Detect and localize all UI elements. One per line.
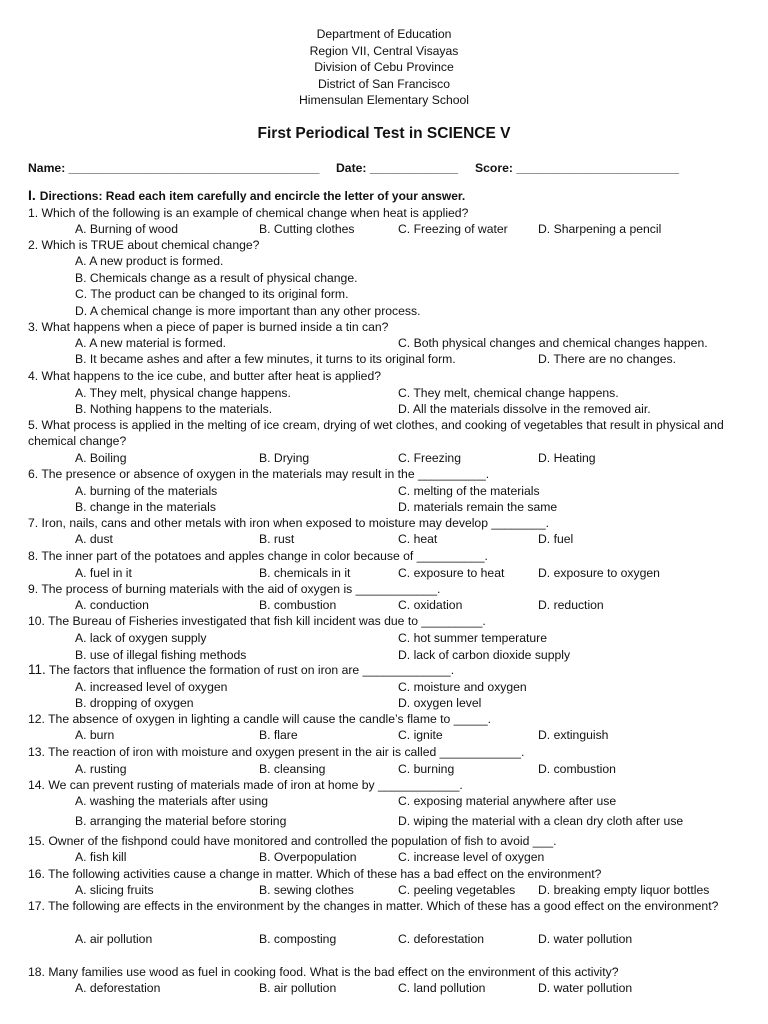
- q17-option-b[interactable]: B. composting: [259, 932, 337, 946]
- q10-option-c[interactable]: C. hot summer temperature: [398, 631, 548, 645]
- question-4: 4. What happens to the ice cube, and butter after heat is applied?: [28, 369, 381, 383]
- q7-option-c[interactable]: C. heat: [398, 532, 438, 546]
- question-8: 8. The inner part of the potatoes and apples change in color because of __________.: [28, 549, 488, 563]
- q6-option-c[interactable]: C. melting of the materials: [398, 484, 540, 498]
- q2-option-b[interactable]: B. Chemicals change as a result of physical change.: [75, 271, 358, 285]
- q13-option-b[interactable]: B. cleansing: [259, 762, 326, 776]
- q12-option-d[interactable]: D. extinguish: [538, 728, 609, 742]
- question-3: 3. What happens when a piece of paper is burned inside a tin can?: [28, 320, 389, 334]
- q2-option-d[interactable]: D. A chemical change is more important than any other process.: [75, 304, 421, 318]
- q15-option-b[interactable]: B. Overpopulation: [259, 850, 357, 864]
- q17-option-d[interactable]: D. water pollution: [538, 932, 633, 946]
- q8-option-a[interactable]: A. fuel in it: [75, 566, 132, 580]
- q3-option-b[interactable]: B. It became ashes and after a few minutes, it turns to its original form.: [75, 352, 456, 366]
- q18-option-a[interactable]: A. deforestation: [75, 981, 161, 995]
- q16-option-a[interactable]: A. slicing fruits: [75, 883, 154, 897]
- question-13: 13. The reaction of iron with moisture and oxygen present in the air is called ____________.: [28, 745, 525, 759]
- q14-option-d[interactable]: D. wiping the material with a clean dry cloth after use: [398, 814, 684, 828]
- score-field[interactable]: Score: ________________________: [475, 161, 679, 175]
- question-14: 14. We can prevent rusting of materials made of iron at home by ____________.: [28, 778, 463, 792]
- directions: [28, 187, 465, 203]
- q8-option-c[interactable]: C. exposure to heat: [398, 566, 505, 580]
- question-11: [28, 662, 454, 678]
- q12-option-c[interactable]: C. ignite: [398, 728, 443, 742]
- q17-option-c[interactable]: C. deforestation: [398, 932, 485, 946]
- q7-option-d[interactable]: D. fuel: [538, 532, 574, 546]
- q4-option-d[interactable]: D. All the materials dissolve in the removed air.: [398, 402, 651, 416]
- question-16: 16. The following activities cause a change in matter. Which of these has a bad effect on the environment?: [28, 867, 602, 881]
- q6-option-d[interactable]: D. materials remain the same: [398, 500, 558, 514]
- q5-option-b[interactable]: B. Drying: [259, 451, 310, 465]
- q3-option-c[interactable]: C. Both physical changes and chemical changes happen.: [398, 336, 708, 350]
- q7-option-b[interactable]: B. rust: [259, 532, 295, 546]
- test-title: First Periodical Test in SCIENCE V: [257, 125, 511, 142]
- q16-option-b[interactable]: B. sewing clothes: [259, 883, 354, 897]
- q5-option-d[interactable]: D. Heating: [538, 451, 596, 465]
- q15-option-a[interactable]: A. fish kill: [75, 850, 127, 864]
- question-15: 15. Owner of the fishpond could have monitored and controlled the population of fish to avoid ___.: [28, 834, 557, 848]
- q8-option-d[interactable]: D. exposure to oxygen: [538, 566, 660, 580]
- header-line-department: Department of Education: [316, 27, 452, 41]
- q13-option-c[interactable]: C. burning: [398, 762, 455, 776]
- q4-option-c[interactable]: C. They melt, chemical change happens.: [398, 386, 619, 400]
- q18-option-b[interactable]: B. air pollution: [259, 981, 337, 995]
- q4-option-a[interactable]: A. They melt, physical change happens.: [75, 386, 291, 400]
- q10-option-d[interactable]: D. lack of carbon dioxide supply: [398, 648, 571, 662]
- q3-option-a[interactable]: A. A new material is formed.: [75, 336, 227, 350]
- q7-option-a[interactable]: A. dust: [75, 532, 113, 546]
- q11-option-a[interactable]: A. increased level of oxygen: [75, 680, 228, 694]
- q1-option-a[interactable]: A. Burning of wood: [75, 222, 178, 236]
- school-header: [0, 26, 768, 109]
- header-line-school: Himensulan Elementary School: [298, 93, 470, 107]
- q15-option-c[interactable]: C. increase level of oxygen: [398, 850, 545, 864]
- q2-option-c[interactable]: C. The product can be changed to its original form.: [75, 287, 349, 301]
- q14-option-c[interactable]: C. exposing material anywhere after use: [398, 794, 617, 808]
- q17-option-a[interactable]: A. air pollution: [75, 932, 153, 946]
- q9-option-a[interactable]: A. conduction: [75, 598, 149, 612]
- q12-option-a[interactable]: A. burn: [75, 728, 115, 742]
- q11-option-c[interactable]: C. moisture and oxygen: [398, 680, 527, 694]
- q14-option-a[interactable]: A. washing the materials after using: [75, 794, 269, 808]
- q1-option-b[interactable]: B. Cutting clothes: [259, 222, 355, 236]
- directions-text: Directions: Read each item carefully and encircle the letter of your answer.: [39, 189, 466, 203]
- q8-option-b[interactable]: B. chemicals in it: [259, 566, 351, 580]
- q13-option-d[interactable]: D. combustion: [538, 762, 616, 776]
- q5-option-a[interactable]: A. Boiling: [75, 451, 127, 465]
- header-line-region: Region VII, Central Visayas: [309, 43, 459, 58]
- q2-option-a[interactable]: A. A new product is formed.: [75, 254, 224, 268]
- q1-option-c[interactable]: C. Freezing of water: [398, 222, 508, 236]
- question-11-number: 11.: [28, 662, 46, 677]
- question-10: 10. The Bureau of Fisheries investigated that fish kill incident was due to _________.: [28, 614, 486, 628]
- section-numeral: I.: [28, 187, 36, 203]
- q12-option-b[interactable]: B. flare: [259, 728, 298, 742]
- q1-option-d[interactable]: D. Sharpening a pencil: [538, 222, 662, 236]
- q4-option-b[interactable]: B. Nothing happens to the materials.: [75, 402, 273, 416]
- question-7: 7. Iron, nails, cans and other metals with iron when exposed to moisture may develop ________.: [28, 516, 549, 530]
- header-line-district: District of San Francisco: [317, 76, 451, 91]
- question-9: 9. The process of burning materials with the aid of oxygen is ____________.: [28, 582, 441, 596]
- q6-option-a[interactable]: A. burning of the materials: [75, 484, 218, 498]
- q16-option-d[interactable]: D. breaking empty liquor bottles: [538, 883, 710, 897]
- q18-option-d[interactable]: D. water pollution: [538, 981, 633, 995]
- question-1: 1. Which of the following is an example of chemical change when heat is applied?: [28, 206, 469, 220]
- q18-option-c[interactable]: C. land pollution: [398, 981, 486, 995]
- question-11-text: The factors that influence the formation of rust on iron are _____________.: [45, 663, 455, 677]
- question-6: 6. The presence or absence of oxygen in the materials may result in the __________.: [28, 467, 490, 481]
- header-line-division: Division of Cebu Province: [314, 60, 454, 74]
- q10-option-b[interactable]: B. use of illegal fishing methods: [75, 648, 247, 662]
- q9-option-b[interactable]: B. combustion: [259, 598, 337, 612]
- q11-option-d[interactable]: D. oxygen level: [398, 696, 482, 710]
- question-18: 18. Many families use wood as fuel in cooking food. What is the bad effect on the environment of this activity?: [28, 965, 619, 979]
- q13-option-a[interactable]: A. rusting: [75, 762, 127, 776]
- q3-option-d[interactable]: D. There are no changes.: [538, 352, 676, 366]
- q14-option-b[interactable]: B. arranging the material before storing: [75, 814, 287, 828]
- question-12: 12. The absence of oxygen in lighting a candle will cause the candle’s flame to _____.: [28, 712, 491, 726]
- q16-option-c[interactable]: C. peeling vegetables: [398, 883, 516, 897]
- question-2: 2. Which is TRUE about chemical change?: [28, 238, 260, 252]
- question-5: 5. What process is applied in the melting of ice cream, drying of wet clothes, and cooking of vegetables that result in physical and chemical change?: [28, 418, 724, 448]
- q6-option-b[interactable]: B. change in the materials: [75, 500, 216, 514]
- question-17: 17. The following are effects in the environment by the changes in matter. Which of these has a good effect on the environment?: [28, 899, 719, 913]
- q11-option-b[interactable]: B. dropping of oxygen: [75, 696, 194, 710]
- date-field[interactable]: Date: _____________: [336, 161, 458, 175]
- q9-option-d[interactable]: D. reduction: [538, 598, 604, 612]
- q5-option-c[interactable]: C. Freezing: [398, 451, 461, 465]
- q9-option-c[interactable]: C. oxidation: [398, 598, 463, 612]
- name-field[interactable]: Name: _____________________________________: [28, 161, 320, 175]
- q10-option-a[interactable]: A. lack of oxygen supply: [75, 631, 207, 645]
